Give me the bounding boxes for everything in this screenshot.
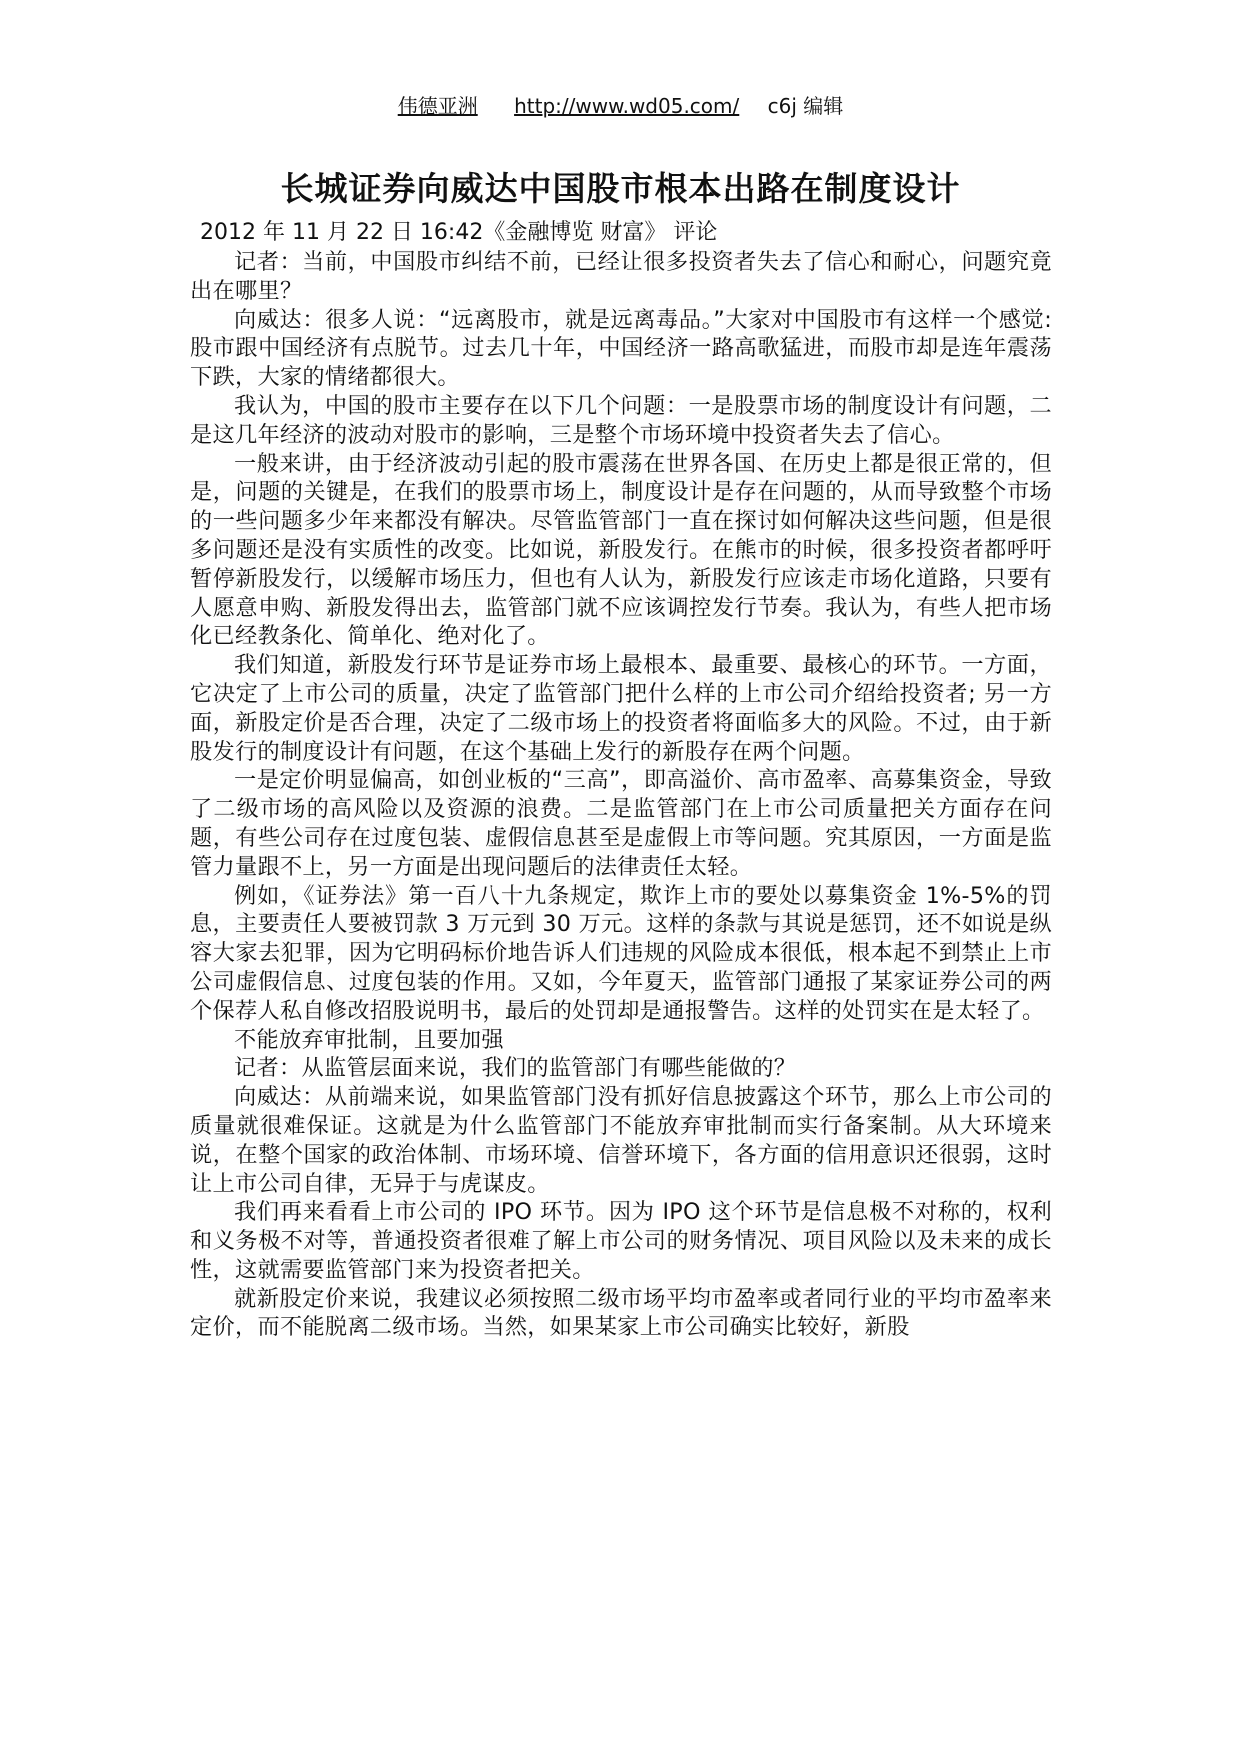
paragraph: 我们再来看看上市公司的 IPO 环节。因为 IPO 这个环节是信息极不对称的，权利和义务极不对等，普通投资者很难了解上市公司的财务情况、项目风险以及未来的成长性，这就需要监管部门来为投资者把关。 xyxy=(190,1199,1052,1283)
paragraph: 记者：当前，中国股市纠结不前，已经让很多投资者失去了信心和耐心，问题究竟出在哪里？ xyxy=(190,249,1052,304)
article-title: 长城证券向威达中国股市根本出路在制度设计 xyxy=(280,169,961,208)
site-url-link[interactable]: http://www.wd05.com/ xyxy=(514,94,740,118)
paragraph: 例如，《证券法》第一百八十九条规定，欺诈上市的要处以募集资金 1%-5%的罚息，主要责任人要被罚款 3 万元到 30 万元。这样的条款与其说是惩罚，还不如说是纵容大家去犯罪，因为它明码标价地告诉人们违规的风险成本很低，根本起不到禁止上市公司虚假信息、过度包装的作用。又如，今年夏天，监管部门通报了某家证券公司的两个保荐人私自修改招股说明书，最后的处罚却是通报警告。这样的处罚实在是太轻了。 xyxy=(190,882,1052,1024)
page-header xyxy=(0,90,1241,119)
paragraph: 一般来讲，由于经济波动引起的股市震荡在世界各国、在历史上都是很正常的，但是，问题的关键是，在我们的股票市场上，制度设计是存在问题的，从而导致整个市场的一些问题多少年来都没有解决。尽管监管部门一直在探讨如何解决这些问题，但是很多问题还是没有实质性的改变。比如说，新股发行。在熊市的时候，很多投资者都呼吁暂停新股发行，以缓解市场压力，但也有人认为，新股发行应该走市场化道路，只要有人愿意申购、新股发得出去，监管部门就不应该调控发行节奏。我认为，有些人把市场化已经教条化、简单化、绝对化了。 xyxy=(190,450,1052,650)
paragraph: 向威达：很多人说：“远离股市，就是远离毒品。”大家对中国股市有这样一个感觉: 股市跟中国经济有点脱节。过去几十年，中国经济一路高歌猛进，而股市却是连年震荡下跌，大家的情绪都很大。 xyxy=(190,306,1052,391)
paragraph: 就新股定价来说，我建议必须按照二级市场平均市盈率或者同行业的平均市盈率来定价，而不能脱离二级市场。当然，如果某家上市公司确实比较好，新股 xyxy=(190,1285,1052,1341)
paragraph: 向威达：从前端来说，如果监管部门没有抓好信息披露这个环节，那么上市公司的质量就很难保证。这就是为什么监管部门不能放弃审批制而实行备案制。从大环境来说，在整个国家的政治体制、市场环境、信誉环境下，各方面的信用意识还很弱，这时让上市公司自律，无异于与虎谋皮。 xyxy=(190,1084,1052,1197)
paragraph: 一是定价明显偏高，如创业板的“三高”，即高溢价、高市盈率、高募集资金，导致了二级市场的高风险以及资源的浪费。二是监管部门在上市公司质量把关方面存在问题，有些公司存在过度包装、虚假信息甚至是虚假上市等问题。究其原因，一方面是监管力量跟不上，另一方面是出现问题后的法律责任太轻。 xyxy=(190,767,1052,880)
paragraph: 我认为，中国的股市主要存在以下几个问题：一是股票市场的制度设计有问题，二是这几年经济的波动对股市的影响，三是整个市场环境中投资者失去了信心。 xyxy=(190,392,1052,448)
paragraph: 记者：从监管层面来说，我们的监管部门有哪些能做的？ xyxy=(234,1055,797,1082)
article-byline: 2012 年 11 月 22 日 16:42《金融博览 财富》 评论 xyxy=(200,220,718,245)
section-heading: 不能放弃审批制，且要加强 xyxy=(234,1026,504,1053)
site-name-link[interactable]: 伟德亚洲 xyxy=(397,94,478,118)
paragraph: 我们知道，新股发行环节是证券市场上最根本、最重要、最核心的环节。一方面，它决定了上市公司的质量，决定了监管部门把什么样的上市公司介绍给投资者; 另一方面，新股定价是否合理，决定了二级市场上的投资者将面临多大的风险。不过，由于新股发行的制度设计有问题，在这个基础上发行的新股存在两个问题。 xyxy=(190,652,1052,765)
editor-note: c6j 编辑 xyxy=(767,94,844,118)
article-body xyxy=(190,248,1052,1342)
